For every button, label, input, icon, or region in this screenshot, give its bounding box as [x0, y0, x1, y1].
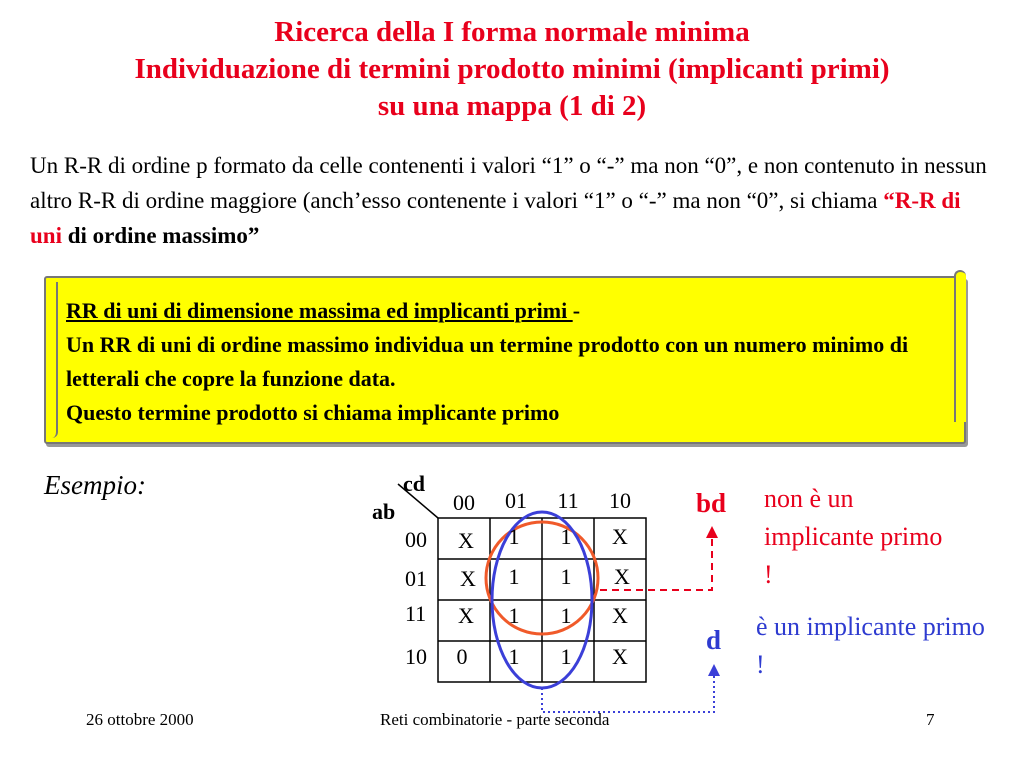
- title-line-2: Individuazione di termini prodotto minimi (implicanti primi): [134, 53, 890, 85]
- kmap-cell: 1: [508, 564, 520, 589]
- kmap-cell: 1: [560, 564, 572, 589]
- kmap-cell: X: [612, 603, 628, 628]
- intro-text: Un R-R di ordine p formato da celle contenenti i valori “1” o “-” ma non “0”, e non contenuto in nessun altro R-R di ordine maggiore (anch’esso contenente i valori “1” o “-” ma non “0”, si chiama: [30, 153, 987, 213]
- kmap-column-header: 11: [557, 488, 579, 513]
- d-term-label: d: [706, 625, 722, 655]
- kmap-cell: 1: [508, 603, 520, 628]
- d-arrow-head: [708, 664, 720, 676]
- intro-emphasis-red: “R-R di uni: [30, 188, 961, 248]
- kmap-cell: 1: [508, 644, 520, 669]
- kmap-cell: 1: [508, 524, 520, 549]
- kmap-cell: 1: [560, 603, 572, 628]
- kmap-cell: X: [614, 564, 630, 589]
- kmap-cell: X: [458, 528, 474, 553]
- box-definition: Un RR di uni di ordine massimo individua un termine prodotto con un numero minimo di letterali che copre la funzione data.: [66, 332, 909, 391]
- kmap-column-header: 10: [609, 488, 631, 513]
- kmap-cell: 1: [560, 524, 572, 549]
- kmap-column-header: 00: [453, 490, 475, 515]
- footer-date: 26 ottobre 2000: [86, 710, 194, 729]
- kmap-cell: X: [612, 524, 628, 549]
- bd-note: non è un implicante primo !: [764, 484, 943, 589]
- kmap-row-header: 00: [405, 527, 427, 552]
- kmap-cell: X: [458, 603, 474, 628]
- title-line-1: Ricerca della I forma normale minima: [274, 16, 750, 48]
- box-heading: RR di uni di dimensione massima ed implicanti primi: [66, 298, 573, 323]
- d-arrow-line: [542, 675, 714, 712]
- kmap-column-variable: cd: [403, 471, 425, 496]
- bd-arrow-head: [706, 526, 718, 538]
- kmap-column-header: 01: [505, 488, 527, 513]
- kmap-cell: 1: [560, 644, 572, 669]
- kmap-row-header: 01: [405, 566, 427, 591]
- box-heading-dash: -: [572, 298, 581, 323]
- footer-course: Reti combinatorie - parte seconda: [380, 710, 610, 729]
- kmap-cell: X: [460, 566, 476, 591]
- kmap-cell: 0: [456, 644, 468, 669]
- title-line-3: su una mappa (1 di 2): [377, 90, 647, 122]
- box-conclusion: Questo termine prodotto si chiama implicante primo: [66, 400, 560, 425]
- bd-term-label: bd: [696, 488, 727, 518]
- example-label: Esempio:: [44, 470, 146, 500]
- kmap-row-variable: ab: [372, 499, 396, 524]
- kmap-row-header: 11: [405, 601, 427, 626]
- intro-emphasis-black: di ordine massimo”: [67, 223, 260, 248]
- kmap-row-header: 10: [405, 644, 427, 669]
- kmap-cell: X: [612, 644, 628, 669]
- d-note: è un implicante primo !: [756, 612, 985, 679]
- footer-page-number: 7: [926, 710, 935, 729]
